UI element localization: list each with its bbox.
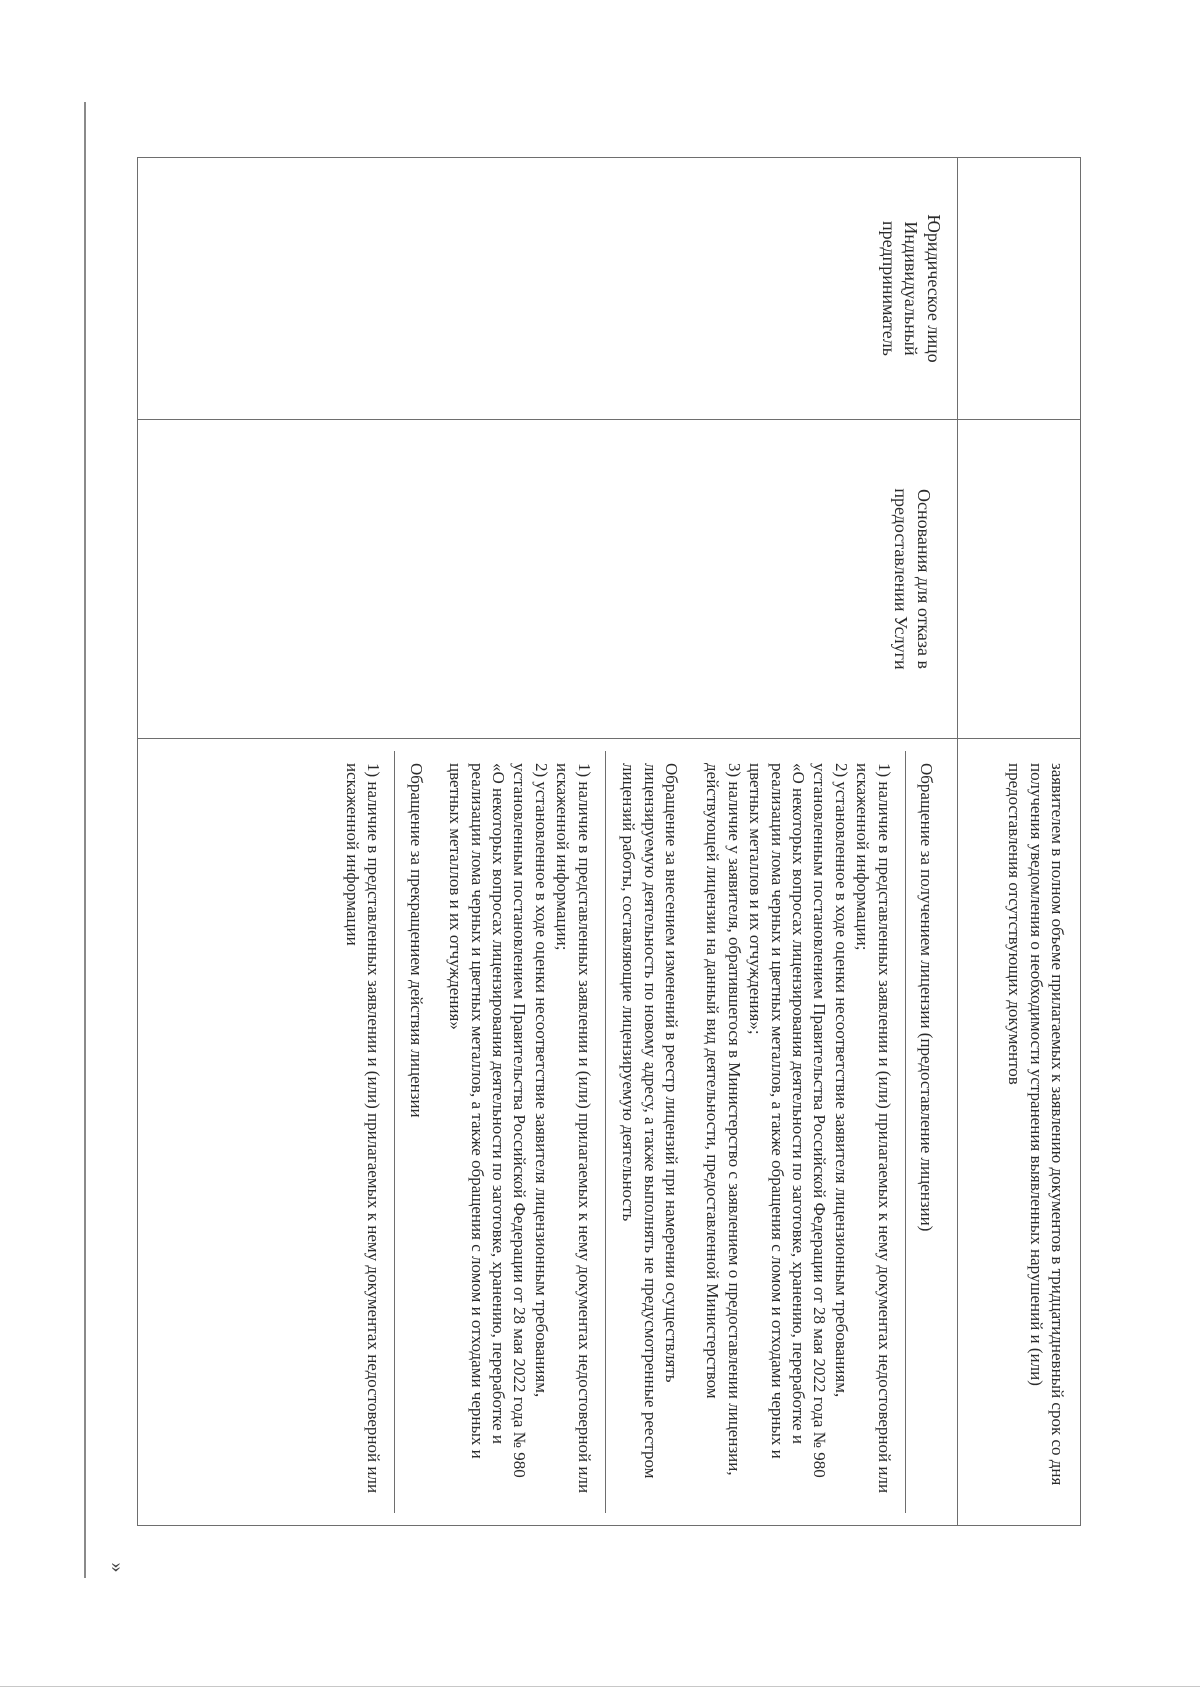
section-body xyxy=(694,751,905,1513)
section-body xyxy=(437,751,605,1513)
list-item: 1) наличие в представленных заявлении и (или) прилагаемых к нему документах недостоверной или искаженной информации; xyxy=(853,763,894,1494)
refusal-grounds-cell xyxy=(138,739,958,1526)
closing-quote-mark: » xyxy=(106,1562,129,1573)
scan-bottom-edge xyxy=(0,1686,1200,1687)
section-title: Обращение за прекращением действия лицензии xyxy=(394,751,436,1513)
list-item: 1) наличие в представленных заявлении и (или) прилагаемых к нему документах недостоверной или искаженной информации; xyxy=(553,763,594,1494)
scan-margin-line xyxy=(84,102,86,1578)
applicant-type-legal: Юридическое лицо xyxy=(924,214,944,363)
table-row-main xyxy=(138,158,958,1526)
list-item: 2) установленное в ходе оценки несоответствие заявителя лицензионным требованиям, установленным постановлением Правительства Российской Федерации от 28 мая 2022 года № 980 «О некоторых вопросах лицензирования деятельности по заготовке, хранению, переработке и реализации лома черных и цветных металлов, а также обращения с ломом и отходами черных и цветных металлов и их отчуждения»; xyxy=(746,763,851,1478)
continuation-text: заявителем в полном объеме прилагаемых к заявлению документов в тридцатидневный срок со дня получения уведомления о необходимости устранения выявленных нарушений и (или) предоставления отсутствующих документов xyxy=(1005,763,1067,1486)
list-item: 1) наличие в представленных заявлении и (или) прилагаемых к нему документах недостоверной или искаженной информации xyxy=(343,763,384,1494)
section-title: Обращение за внесением изменений в реестр лицензий при намерении осуществлять лицензируемую деятельность по новому адресу, а также выполнять не предусмотренные реестром лицензий работы, составляющие лицензируемую деятельность xyxy=(605,751,694,1513)
applicant-type-cell xyxy=(138,158,958,420)
section-title: Обращение за получением лицензии (предоставление лицензии) xyxy=(905,751,947,1513)
continuation-cell xyxy=(958,739,1081,1526)
applicant-type-individual: Индивидуальный предприниматель xyxy=(878,221,922,356)
section-body xyxy=(334,751,395,1513)
document-table xyxy=(137,157,1081,1526)
section-license-grant xyxy=(694,751,947,1513)
list-item: 3) наличие у заявителя, обратившегося в Министерство с заявлением о предоставлении лицензии, действующей лицензии на данный вид деятельности, предоставленной Министерством xyxy=(703,763,744,1476)
empty-cell-2 xyxy=(958,420,1081,739)
list-item: 2) установленное в ходе оценки несоответствие заявителя лицензионным требованиям, установленным постановлением Правительства Российской Федерации от 28 мая 2022 года № 980 «О некоторых вопросах лицензирования деятельности по заготовке, хранению, переработке и реализации лома черных и цветных металлов, а также обращения с ломом и отходами черных и цветных металлов и их отчуждения» xyxy=(446,763,551,1478)
refusal-label: Основания для отказа в предоставлении Услуги xyxy=(891,488,934,670)
refusal-label-cell xyxy=(138,420,958,739)
section-registry-change xyxy=(437,751,694,1513)
table-row-continuation xyxy=(958,158,1081,1526)
empty-cell-1 xyxy=(958,158,1081,420)
section-license-termination xyxy=(334,751,437,1513)
rotated-page xyxy=(137,157,1081,1525)
